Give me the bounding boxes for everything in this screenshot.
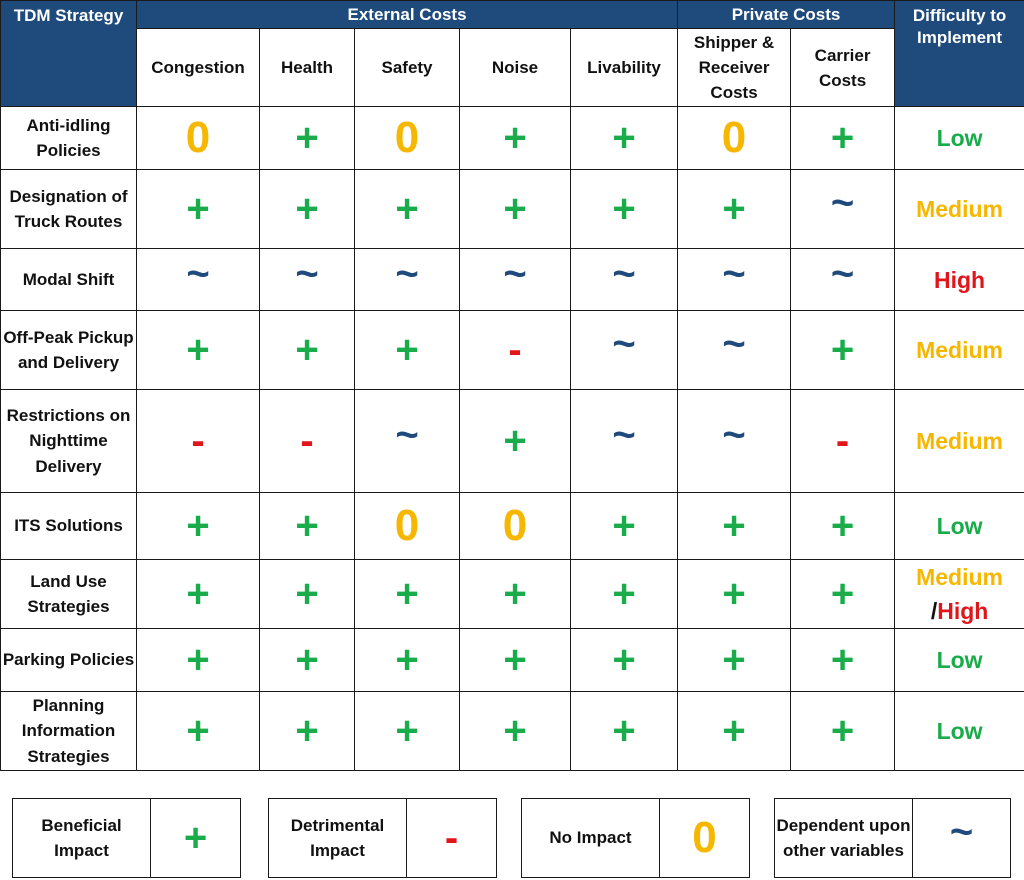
plus-symbol: + — [830, 709, 855, 753]
impact-cell — [260, 629, 355, 692]
impact-cell — [571, 107, 678, 170]
tilde-symbol: ~ — [612, 413, 636, 457]
column-header: Safety — [355, 29, 460, 107]
impact-cell — [137, 560, 260, 629]
plus-symbol: + — [183, 816, 208, 860]
strategy-name: Land Use Strategies — [1, 560, 137, 629]
impact-cell — [678, 170, 791, 249]
tilde-symbol: ~ — [395, 251, 419, 296]
legend-symbol-cell — [660, 799, 749, 877]
difficulty-cell — [895, 560, 1024, 629]
legend-label: Detrimental Impact — [269, 799, 407, 877]
plus-symbol: + — [503, 116, 527, 160]
column-header: Congestion — [137, 29, 260, 107]
difficulty-level: Low — [936, 513, 983, 539]
plus-symbol: + — [503, 638, 527, 682]
difficulty-cell — [895, 170, 1024, 249]
column-header: Health — [260, 29, 355, 107]
difficulty-level: Low — [936, 647, 983, 673]
tilde-symbol: ~ — [295, 251, 319, 296]
strategy-name: ITS Solutions — [1, 493, 137, 560]
minus-symbol: - — [835, 419, 850, 463]
table-row — [1, 692, 1024, 771]
plus-symbol: + — [830, 328, 855, 372]
difficulty-level: Medium — [916, 337, 1003, 363]
difficulty-level: Medium — [916, 196, 1003, 222]
legend-label: Beneficial Impact — [13, 799, 151, 877]
impact-cell — [355, 107, 460, 170]
impact-cell — [678, 629, 791, 692]
table-row — [1, 390, 1024, 493]
impact-cell — [571, 390, 678, 493]
impact-cell — [137, 249, 260, 311]
plus-symbol: + — [722, 572, 746, 616]
column-header: Carrier Costs — [791, 29, 895, 107]
impact-cell — [571, 493, 678, 560]
plus-symbol: + — [295, 328, 319, 372]
plus-symbol: + — [395, 572, 419, 616]
impact-cell — [678, 493, 791, 560]
legend-label: Dependent upon other variables — [775, 799, 913, 877]
table-row — [1, 311, 1024, 390]
difficulty-level: High — [934, 266, 986, 293]
zero-symbol: 0 — [394, 113, 420, 162]
impact-cell — [460, 493, 571, 560]
impact-cell — [791, 692, 895, 771]
impact-cell — [137, 311, 260, 390]
plus-symbol: + — [830, 572, 855, 616]
impact-cell — [137, 170, 260, 249]
impact-cell — [355, 390, 460, 493]
impact-cell — [791, 249, 895, 311]
difficulty-cell — [895, 390, 1024, 493]
difficulty-level: Medium — [916, 428, 1003, 454]
impact-cell — [460, 692, 571, 771]
tilde-symbol: ~ — [612, 251, 636, 296]
table-row — [1, 629, 1024, 692]
impact-cell — [260, 692, 355, 771]
legend-beneficial — [12, 798, 241, 878]
strategy-name: Planning Information Strategies — [1, 692, 137, 771]
plus-symbol: + — [295, 572, 319, 616]
impact-cell — [791, 170, 895, 249]
impact-cell — [460, 311, 571, 390]
difficulty-level: Medium — [916, 564, 1003, 590]
impact-cell — [260, 560, 355, 629]
zero-symbol: 0 — [692, 813, 717, 862]
legend-symbol-cell — [913, 799, 1010, 877]
plus-symbol: + — [395, 709, 419, 753]
column-header: Livability — [571, 29, 678, 107]
plus-symbol: + — [186, 638, 210, 682]
strategy-name: Restrictions on Nighttime Delivery — [1, 390, 137, 493]
difficulty-level: Low — [936, 125, 983, 151]
impact-cell — [137, 107, 260, 170]
private-costs-header: Private Costs — [678, 1, 895, 29]
minus-symbol: - — [444, 816, 459, 860]
difficulty-cell — [895, 249, 1024, 311]
impact-cell — [137, 629, 260, 692]
impact-cell — [571, 560, 678, 629]
impact-cell — [260, 107, 355, 170]
plus-symbol: + — [395, 187, 419, 231]
difficulty-header: Difficulty to Implement — [895, 1, 1024, 107]
plus-symbol: + — [186, 504, 210, 548]
legend-no-impact — [521, 798, 750, 878]
table-row — [1, 249, 1024, 311]
tilde-symbol: ~ — [186, 251, 210, 296]
impact-cell — [678, 249, 791, 311]
strategy-name: Anti-idling Policies — [1, 107, 137, 170]
column-header: Shipper & Receiver Costs — [678, 29, 791, 107]
plus-symbol: + — [295, 187, 319, 231]
tilde-symbol: ~ — [612, 322, 636, 366]
impact-cell — [678, 311, 791, 390]
plus-symbol: + — [503, 709, 527, 753]
plus-symbol: + — [612, 187, 636, 231]
legend-detrimental — [268, 798, 497, 878]
impact-cell — [460, 249, 571, 311]
legend-dependent — [774, 798, 1011, 878]
impact-cell — [571, 692, 678, 771]
plus-symbol: + — [830, 504, 855, 548]
plus-symbol: + — [722, 709, 746, 753]
impact-cell — [678, 107, 791, 170]
table-row — [1, 560, 1024, 629]
plus-symbol: + — [295, 709, 319, 753]
external-costs-header: External Costs — [137, 1, 678, 29]
tilde-symbol: ~ — [722, 413, 746, 457]
difficulty-cell — [895, 692, 1024, 771]
impact-cell — [260, 493, 355, 560]
plus-symbol: + — [612, 116, 636, 160]
impact-cell — [355, 170, 460, 249]
difficulty-cell — [895, 629, 1024, 692]
plus-symbol: + — [612, 572, 636, 616]
difficulty-level-alt: High — [937, 598, 989, 624]
minus-symbol: - — [300, 419, 314, 463]
impact-cell — [460, 107, 571, 170]
impact-cell — [137, 493, 260, 560]
impact-cell — [355, 311, 460, 390]
plus-symbol: + — [186, 187, 210, 231]
tilde-symbol: ~ — [722, 251, 746, 296]
tilde-symbol: ~ — [830, 181, 855, 225]
tilde-symbol: ~ — [395, 413, 419, 457]
impact-cell — [460, 629, 571, 692]
header-row-top — [1, 1, 1024, 29]
plus-symbol: + — [295, 638, 319, 682]
strategy-name: Modal Shift — [1, 249, 137, 311]
impact-cell — [791, 493, 895, 560]
zero-symbol: 0 — [185, 113, 211, 162]
impact-cell — [355, 560, 460, 629]
plus-symbol: + — [722, 187, 746, 231]
plus-symbol: + — [186, 709, 210, 753]
plus-symbol: + — [612, 638, 636, 682]
plus-symbol: + — [503, 572, 527, 616]
impact-cell — [460, 390, 571, 493]
plus-symbol: + — [186, 328, 210, 372]
impact-cell — [571, 170, 678, 249]
legend-symbol-cell — [151, 799, 240, 877]
impact-cell — [791, 311, 895, 390]
plus-symbol: + — [395, 328, 419, 372]
impact-cell — [137, 692, 260, 771]
impact-cell — [137, 390, 260, 493]
zero-symbol: 0 — [394, 501, 420, 550]
plus-symbol: + — [503, 419, 527, 463]
difficulty-level: Low — [936, 718, 983, 744]
plus-symbol: + — [612, 709, 636, 753]
plus-symbol: + — [503, 187, 527, 231]
plus-symbol: + — [722, 504, 746, 548]
zero-symbol: 0 — [721, 113, 747, 162]
header-row-columns — [1, 29, 1024, 107]
impact-cell — [571, 311, 678, 390]
legend-label: No Impact — [522, 799, 660, 877]
difficulty-cell — [895, 311, 1024, 390]
impact-cell — [791, 560, 895, 629]
plus-symbol: + — [295, 504, 319, 548]
impact-cell — [791, 390, 895, 493]
impact-cell — [678, 692, 791, 771]
plus-symbol: + — [395, 638, 419, 682]
strategy-name: Designation of Truck Routes — [1, 170, 137, 249]
plus-symbol: + — [295, 116, 319, 160]
difficulty-separator: / — [930, 598, 938, 624]
plus-symbol: + — [830, 638, 855, 682]
difficulty-cell — [895, 107, 1024, 170]
tilde-symbol: ~ — [722, 322, 746, 366]
tilde-symbol: ~ — [830, 251, 855, 296]
plus-symbol: + — [186, 572, 210, 616]
impact-cell — [791, 629, 895, 692]
impact-cell — [355, 249, 460, 311]
plus-symbol: + — [722, 638, 746, 682]
table-row — [1, 107, 1024, 170]
impact-cell — [571, 629, 678, 692]
impact-cell — [260, 249, 355, 311]
impact-cell — [355, 629, 460, 692]
impact-cell — [571, 249, 678, 311]
plus-symbol: + — [830, 116, 855, 160]
impact-cell — [678, 390, 791, 493]
legend-symbol-cell — [407, 799, 496, 877]
impact-cell — [355, 493, 460, 560]
tilde-symbol: ~ — [503, 251, 527, 296]
minus-symbol: - — [508, 328, 522, 372]
impact-cell — [355, 692, 460, 771]
table-row — [1, 170, 1024, 249]
impact-cell — [260, 311, 355, 390]
strategy-name: Off-Peak Pickup and Delivery — [1, 311, 137, 390]
impact-cell — [260, 390, 355, 493]
impact-cell — [460, 170, 571, 249]
column-header: Noise — [460, 29, 571, 107]
plus-symbol: + — [612, 504, 636, 548]
zero-symbol: 0 — [502, 501, 528, 550]
table-row — [1, 493, 1024, 560]
strategy-header: TDM Strategy — [1, 1, 137, 107]
impact-cell — [460, 560, 571, 629]
difficulty-cell — [895, 493, 1024, 560]
minus-symbol: - — [191, 419, 205, 463]
impact-cell — [678, 560, 791, 629]
impact-cell — [260, 170, 355, 249]
impact-cell — [791, 107, 895, 170]
strategy-name: Parking Policies — [1, 629, 137, 692]
tilde-symbol: ~ — [949, 810, 974, 854]
